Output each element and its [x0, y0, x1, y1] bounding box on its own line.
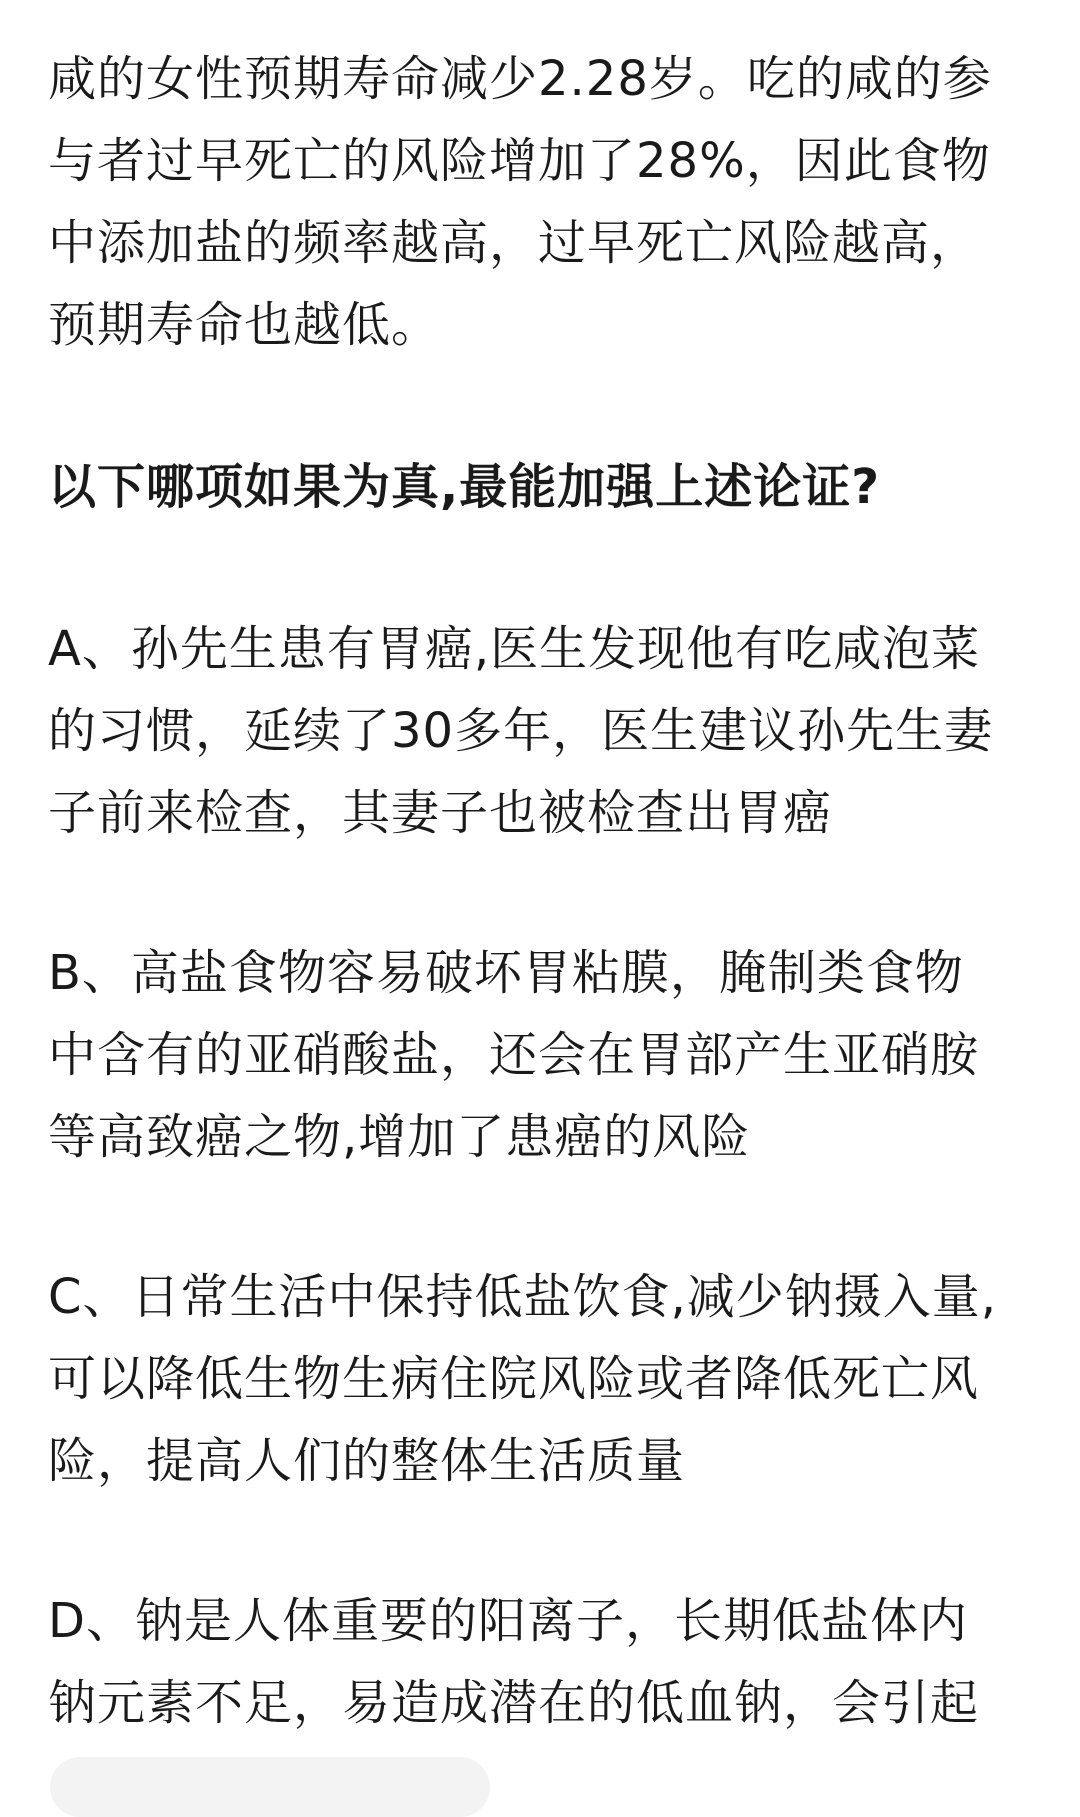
bottom-bar-pill[interactable] — [50, 1757, 490, 1817]
article-body — [48, 38, 1034, 1744]
question-text: 以下哪项如果为真,最能加强上述论证? — [48, 459, 881, 515]
option-b: B、高盐食物容易破坏胃粘膜，腌制类食物 中含有的亚硝酸盐，还会在胃部产生亚硝胺 等高致癌之物,增加了患癌的风险 — [48, 945, 980, 1165]
option-c: C、日常生活中保持低盐饮食,减少钠摄入量, 可以降低生物生病住院风险或者降低死亡风 险，提高人们的整体生活质量 — [48, 1269, 998, 1489]
intro-paragraph: 咸的女性预期寿命减少2.28岁。吃的咸的参 与者过早死亡的风险增加了28%，因此食物 中添加盐的频率越高，过早死亡风险越高， 预期寿命也越低。 — [48, 51, 992, 353]
option-a: A、孙先生患有胃癌,医生发现他有吃咸泡菜 的习惯，延续了30多年，医生建议孙先生妻 子前来检查，其妻子也被检查出胃癌 — [48, 621, 994, 841]
option-d: D、钠是人体重要的阳离子，长期低盐体内 钠元素不足，易造成潜在的低血钠，会引起 — [48, 1593, 980, 1731]
